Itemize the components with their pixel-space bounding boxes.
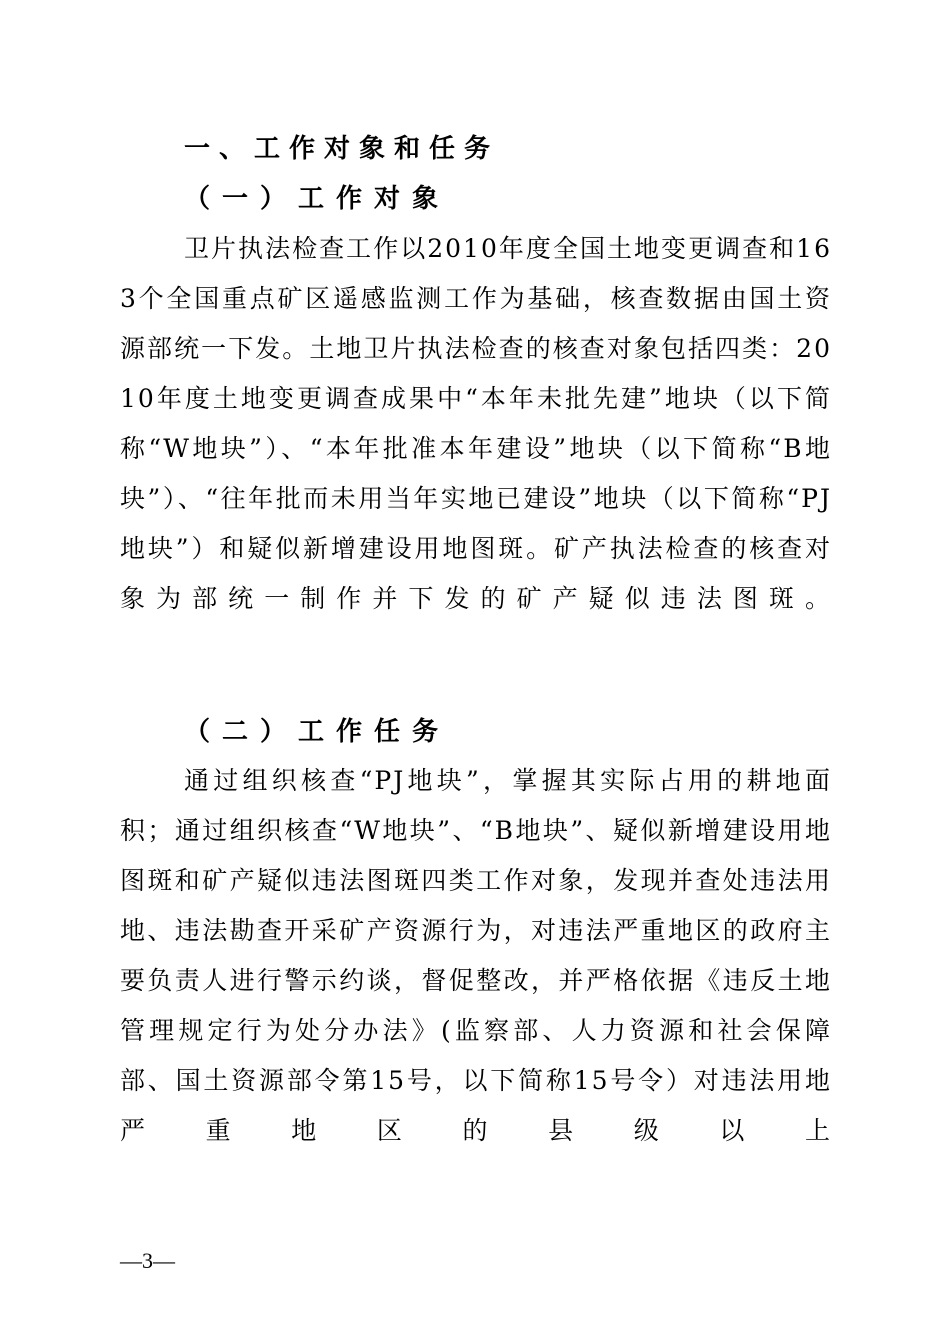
page-number: —3—: [120, 1248, 175, 1273]
paragraph-work-tasks: 通过组织核查“PJ地块”，掌握其实际占用的耕地面积；通过组织核查“W地块”、“B地块”、疑似新增建设用地图斑和矿产疑似违法图斑四类工作对象，发现并查处违法用地、违法勘查开采矿产资源行为，对违法严重地区的政府主要负责人进行警示约谈，督促整改，并严格依据《违反土地管理规定行为处分办法》(监察部、人力资源和社会保障部、国土资源部令第15号，以下简称15号令）对违法用地严重地区的县级以上: [120, 766, 832, 1145]
paragraph-work-objects: 卫片执法检查工作以2010年度全国土地变更调查和163个全国重点矿区遥感监测工作为基础，核查数据由国土资源部统一下发。土地卫片执法检查的核查对象包括四类：2010年度土地变更调查成果中“本年未批先建”地块（以下简称“W地块”）、“本年批准本年建设”地块（以下简称“B地块”）、“往年批而未用当年实地已建设”地块（以下简称“PJ地块”）和疑似新增建设用地图斑。矿产执法检查的核查对象为部统一制作并下发的矿产疑似违法图斑。: [120, 234, 832, 613]
subsection-title-work-objects: （一）工作对象: [184, 184, 451, 214]
subsection-title-work-tasks: （二）工作任务: [184, 717, 451, 747]
section-title: 一、工作对象和任务: [184, 134, 500, 164]
